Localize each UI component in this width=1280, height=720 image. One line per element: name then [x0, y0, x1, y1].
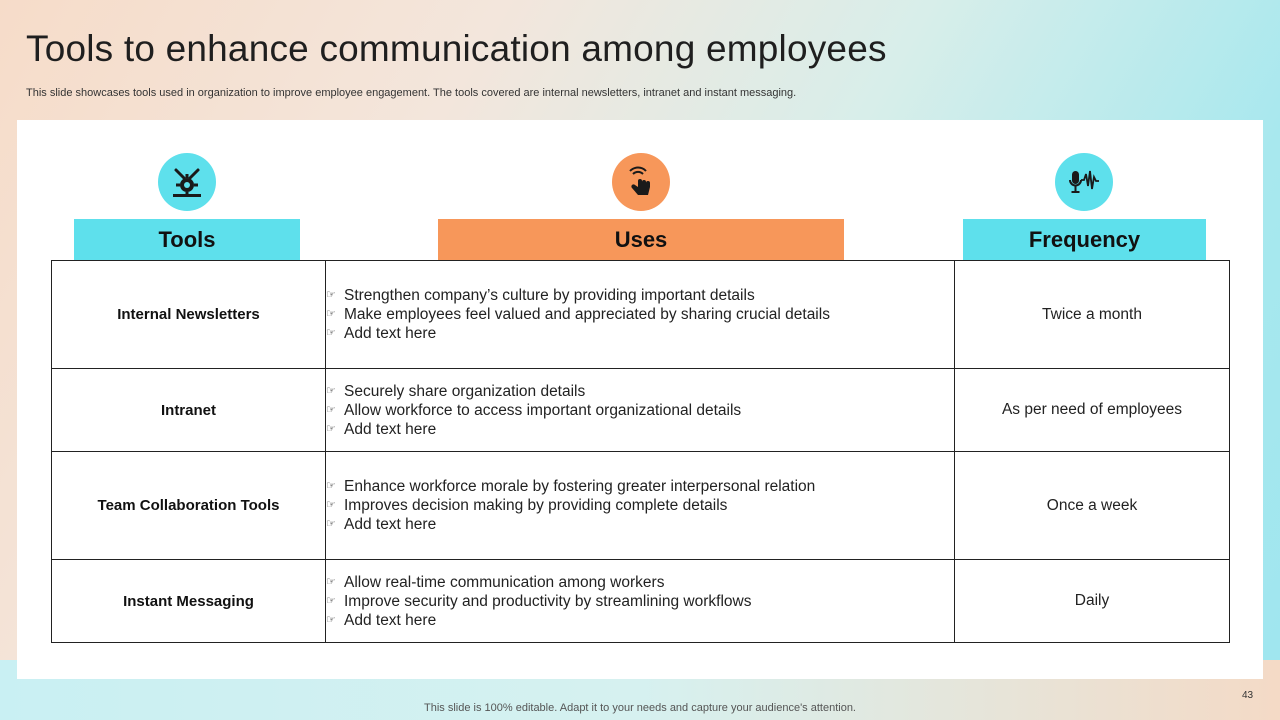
pointing-hand-icon: ☞ — [326, 308, 336, 320]
table-row — [52, 369, 1230, 452]
use-text: Strengthen company’s culture by providing important details — [344, 287, 755, 304]
page-number: 43 — [1242, 690, 1254, 701]
list-item — [326, 515, 954, 534]
use-text: Add text here — [344, 420, 437, 438]
pointing-hand-icon: ☞ — [326, 499, 336, 511]
use-text: Allow workforce to access important organizational details — [344, 401, 742, 419]
use-text: Improves decision making by providing complete details — [344, 497, 728, 514]
gear-wrench-icon — [158, 153, 216, 211]
frequency-value: Twice a month — [955, 261, 1230, 369]
pointing-hand-icon: ☞ — [326, 422, 336, 435]
frequency-value: Once a week — [955, 452, 1230, 560]
frequency-value: As per need of employees — [955, 369, 1230, 452]
content-panel — [17, 120, 1263, 679]
pointing-hand-icon: ☞ — [326, 480, 336, 492]
slide-title: Tools to enhance communication among employees — [26, 28, 887, 69]
list-item — [326, 382, 954, 401]
uses-header: Uses — [438, 219, 844, 260]
tool-name: Team Collaboration Tools — [52, 452, 326, 560]
slide-subtitle: This slide showcases tools used in organization to improve employee engagement. The tools covered are internal newsletters, intranet and instant messaging. — [26, 87, 797, 99]
pointing-hand-icon: ☞ — [326, 403, 336, 416]
use-text: Allow real-time communication among workers — [344, 573, 665, 591]
list-item — [326, 611, 954, 630]
tools-table — [51, 260, 1230, 643]
list-item — [326, 477, 954, 496]
uses-cell — [326, 560, 955, 643]
use-text: Improve security and productivity by streamlining workflows — [344, 592, 752, 610]
list-item — [326, 305, 954, 324]
use-text: Add text here — [344, 516, 437, 533]
table-row — [52, 452, 1230, 560]
table-row — [52, 560, 1230, 643]
use-text: Securely share organization details — [344, 382, 586, 400]
footer-note: This slide is 100% editable. Adapt it to your needs and capture your audience's attention. — [424, 702, 856, 714]
pointing-hand-icon: ☞ — [326, 594, 336, 607]
use-text: Make employees feel valued and appreciated by sharing crucial details — [344, 306, 830, 323]
use-text: Enhance workforce morale by fostering greater interpersonal relation — [344, 478, 816, 495]
uses-cell — [326, 261, 955, 369]
microphone-soundwave-icon — [1055, 153, 1113, 211]
use-text: Add text here — [344, 611, 437, 629]
pointing-hand-icon: ☞ — [326, 613, 336, 626]
tools-header: Tools — [74, 219, 300, 260]
frequency-header: Frequency — [963, 219, 1206, 260]
uses-cell — [326, 369, 955, 452]
pointing-hand-icon: ☞ — [326, 327, 336, 339]
tool-name: Internal Newsletters — [52, 261, 326, 369]
list-item — [326, 592, 954, 611]
list-item — [326, 401, 954, 420]
uses-cell — [326, 452, 955, 560]
hand-touch-icon — [612, 153, 670, 211]
use-text: Add text here — [344, 325, 437, 342]
list-item — [326, 573, 954, 592]
frequency-value: Daily — [955, 560, 1230, 643]
list-item — [326, 496, 954, 515]
pointing-hand-icon: ☞ — [326, 518, 336, 530]
pointing-hand-icon: ☞ — [326, 289, 336, 301]
list-item — [326, 324, 954, 343]
tool-name: Intranet — [52, 369, 326, 452]
list-item — [326, 286, 954, 305]
pointing-hand-icon: ☞ — [326, 575, 336, 588]
table-row — [52, 261, 1230, 369]
tool-name: Instant Messaging — [52, 560, 326, 643]
pointing-hand-icon: ☞ — [326, 384, 336, 397]
list-item — [326, 420, 954, 439]
